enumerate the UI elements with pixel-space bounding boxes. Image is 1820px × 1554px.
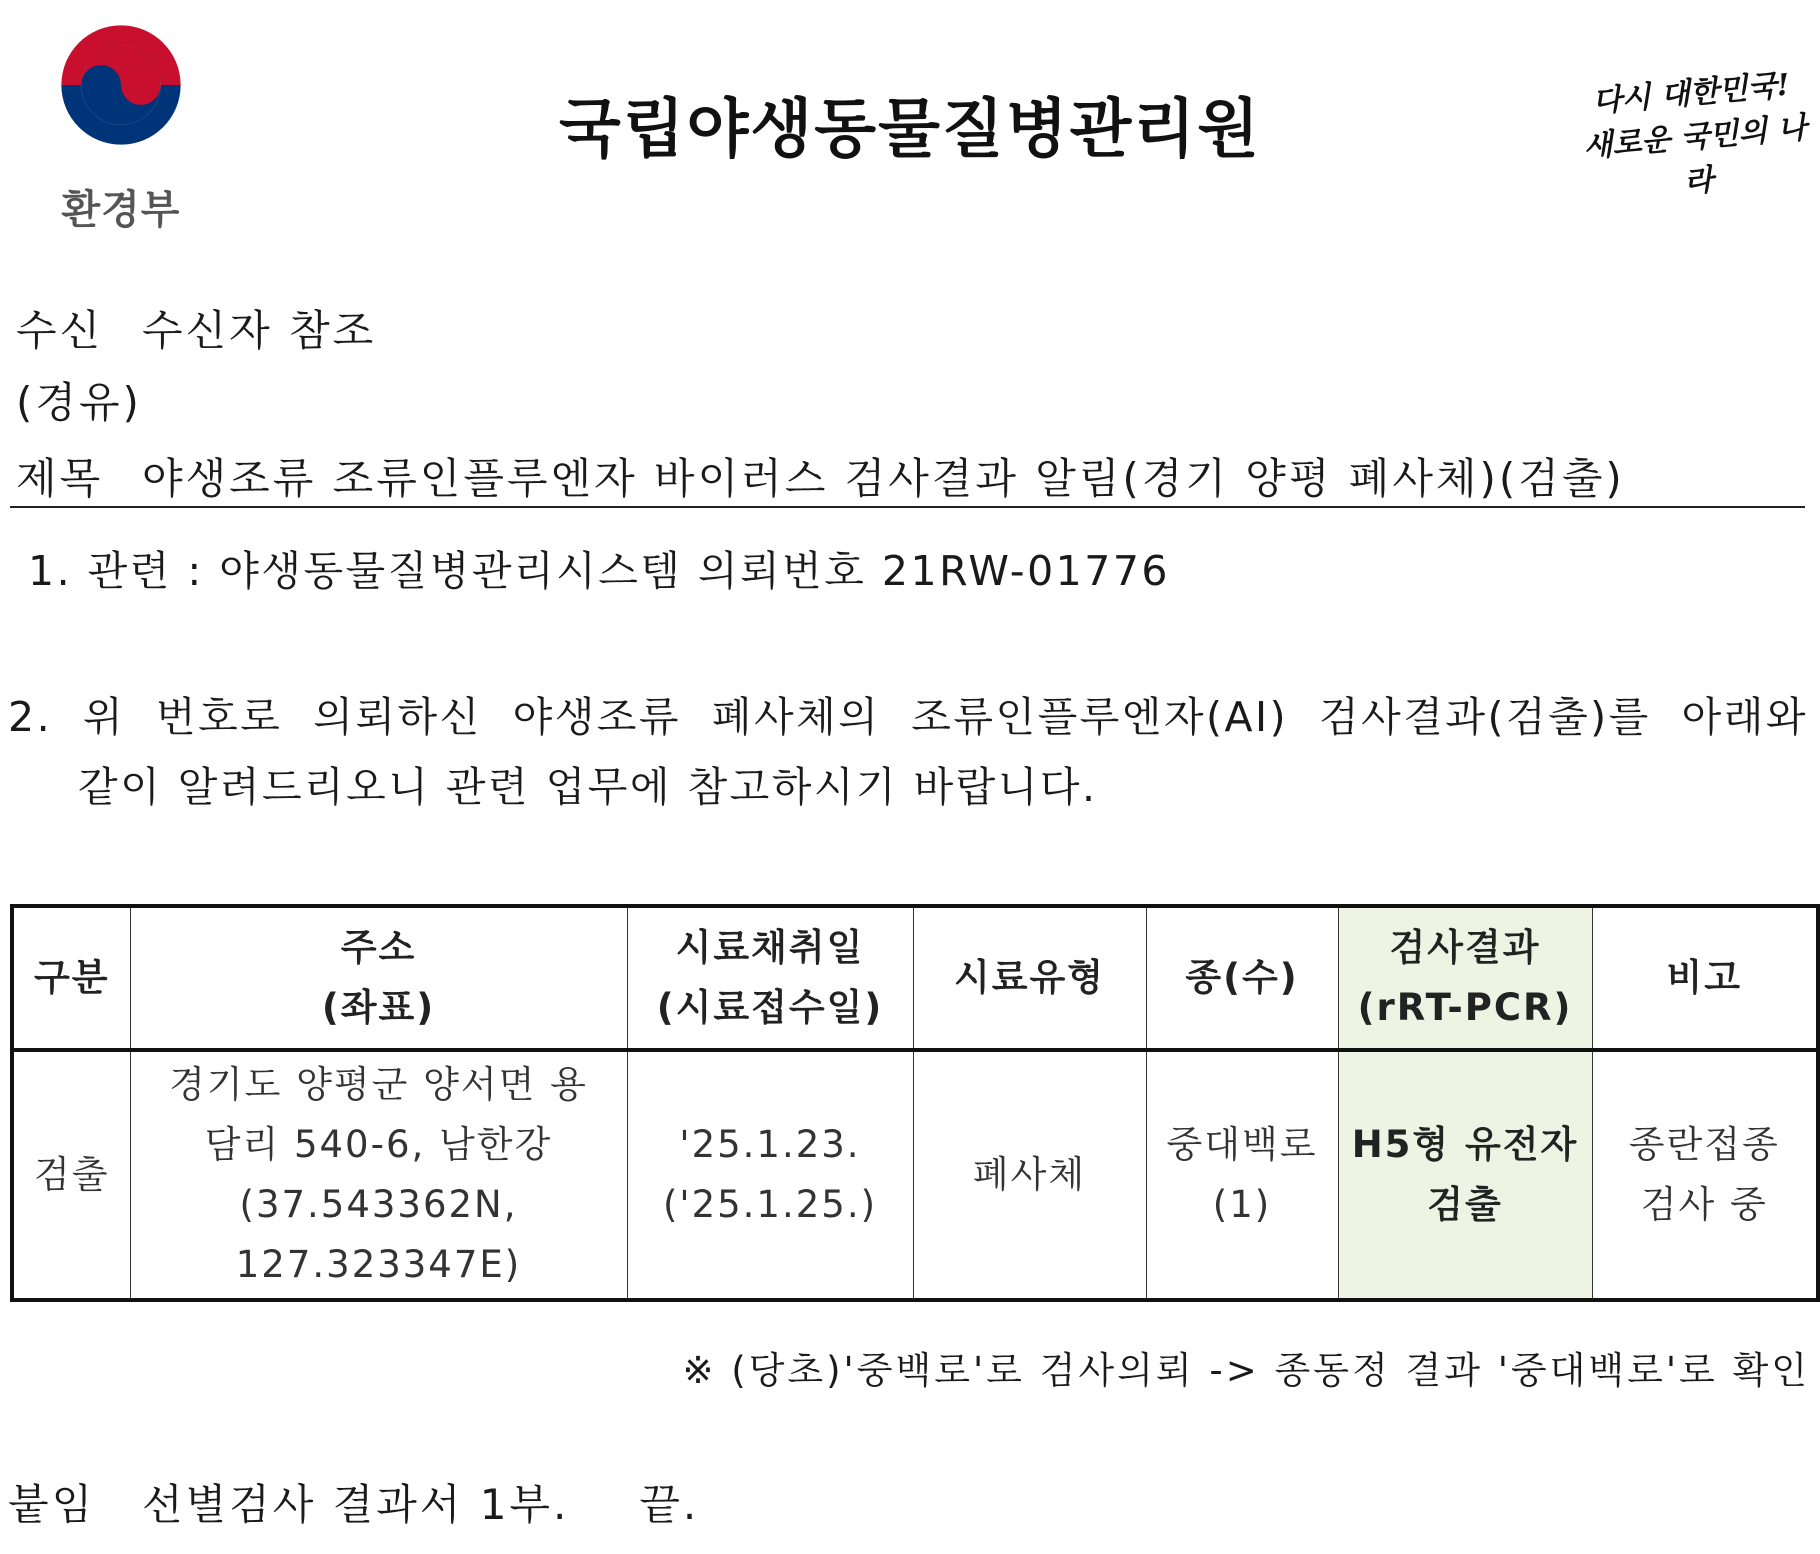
slogan-line-1: 다시 대한민국! — [1591, 67, 1792, 120]
recipient-label: 수신 — [16, 306, 104, 355]
header-address: 주소 (좌표) — [130, 906, 627, 1050]
table-header-row — [12, 906, 1818, 1050]
header-remarks: 비고 — [1592, 906, 1818, 1050]
item-2-line-1: 2. 위 번호로 의뢰하신 야생조류 폐사체의 조류인플루엔자(AI) 검사결과(검출)를 아래와 — [8, 693, 1808, 741]
via-label: (경유) — [16, 378, 142, 427]
header-category: 구분 — [12, 906, 130, 1050]
header-collection-date: 시료채취일 (시료접수일) — [627, 906, 913, 1050]
item-1-reference: 1. 관련 : 야생동물질병관리시스템 의뢰번호 21RW-01776 — [28, 547, 1170, 595]
header-sample-type: 시료유형 — [913, 906, 1146, 1050]
cell-remarks: 종란접종 검사 중 — [1592, 1050, 1818, 1300]
header-species: 종(수) — [1146, 906, 1338, 1050]
cell-species: 중대백로 (1) — [1146, 1050, 1338, 1300]
result-table — [10, 904, 1820, 1302]
organization-title: 국립야생동물질병관리원 — [558, 93, 1262, 167]
attachment-row — [8, 1472, 699, 1532]
slogan-line-2: 새로운 국민의 나라 — [1581, 110, 1808, 201]
header-test-result: 검사결과 (rRT-PCR) — [1338, 906, 1592, 1050]
subject-row — [16, 446, 1625, 506]
subject-label: 제목 — [16, 454, 104, 503]
recipient-value: 수신자 참조 — [142, 306, 377, 355]
cell-category: 검출 — [12, 1050, 130, 1300]
cell-address: 경기도 양평군 양서면 용 담리 540-6, 남한강 (37.543362N, 127.323347E) — [130, 1050, 627, 1300]
via-row — [16, 370, 142, 430]
cell-dates: '25.1.23. ('25.1.25.) — [627, 1050, 913, 1300]
cell-sample-type: 폐사체 — [913, 1050, 1146, 1300]
table-note: ※ (당초)'중백로'로 검사의뢰 -> 종동정 결과 '중대백로'로 확인 — [682, 1349, 1810, 1392]
recipient-row — [16, 298, 376, 358]
subject-value: 야생조류 조류인플루엔자 바이러스 검사결과 알림(경기 양평 폐사체)(검출) — [142, 454, 1625, 503]
cell-test-result: H5형 유전자 검출 — [1338, 1050, 1592, 1300]
slogan — [1570, 62, 1820, 214]
ministry-name: 환경부 — [61, 187, 181, 233]
attachment-label: 붙임 — [8, 1480, 96, 1529]
header-divider — [10, 506, 1805, 508]
attachment-value: 선별검사 결과서 1부. — [142, 1480, 570, 1529]
item-2-line-2: 같이 알려드리오니 관련 업무에 참고하시기 바랍니다. — [78, 763, 1098, 811]
attachment-end-mark: 끝. — [639, 1480, 700, 1529]
table-row — [12, 1050, 1818, 1300]
